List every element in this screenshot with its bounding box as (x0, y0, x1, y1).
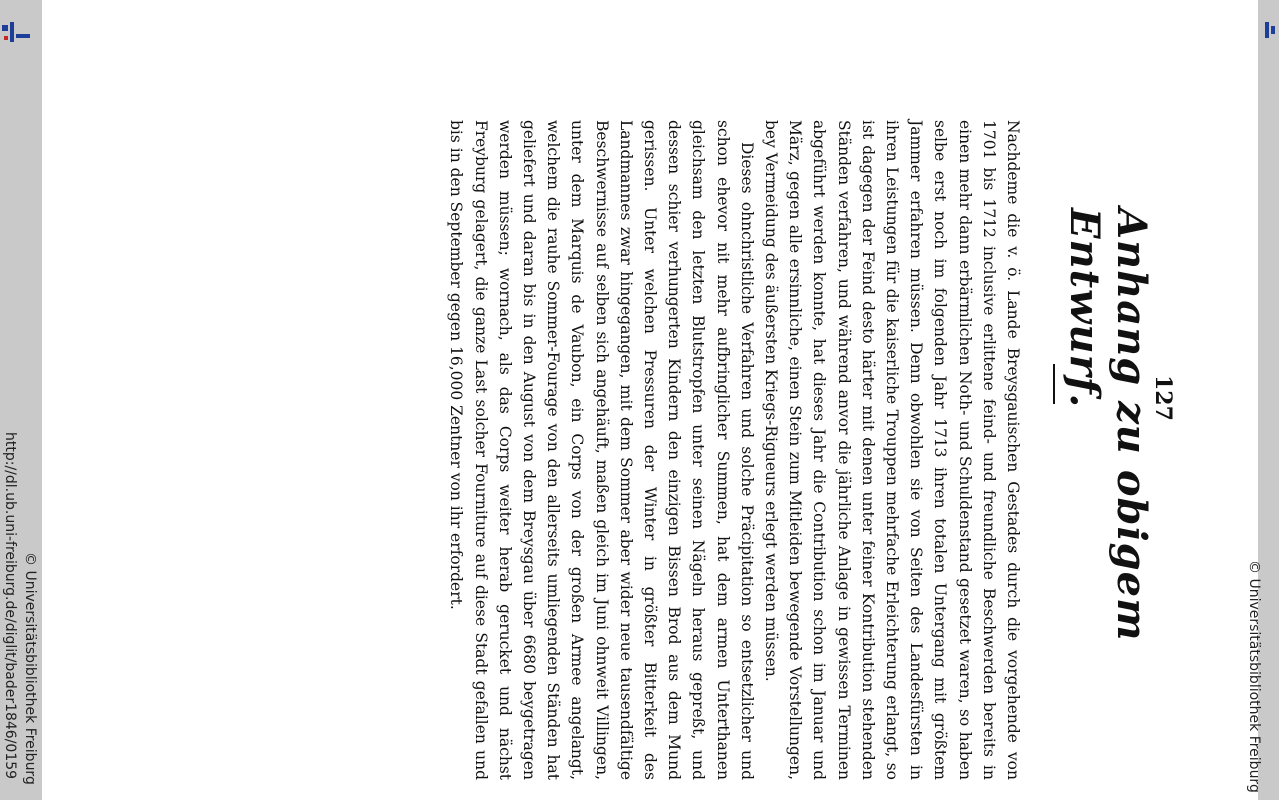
copyright-right: © Universitätsbibliothek Freiburg (1246, 560, 1262, 793)
library-logo-icon (0, 22, 32, 44)
page-body (444, 120, 1025, 780)
copyright-left: © Universitätsbibliothek Freiburg (22, 552, 38, 785)
library-logo-icon-right (1263, 22, 1277, 38)
paragraph-2: Dieses ohnchristliche Verfahren und solche Präcipitation so entsetzlicher und schon ehevor nit mehr aufbringlicher Summen, hat dem armen Unterthanen gleichsam den letzten Blutstropfen unter seinen Nägeln heraus gepreßt, und dessen schier verhungerten Kindern den einzigen Bissen Brod aus dem Mund gerissen. Unter welchen Pressuren der Winter in größter Bitterkeit des Landmannes zwar hingegangen, mit dem Sommer aber wider neue tausendfältige Beschwernisse auf selben sich angehäuft, maßen gleich im Juni ohnweit Villingen, unter dem Marquis de Vaubon, ein Corps von der großen Armee angelangt, welchem die rauhe Sommer-Fourage von den allerseits umliegenden Ständen hat geliefert und daran bis in den August von dem Breysgau über 6680 beygetragen werden müssen; wornach, als das Corps weiter herab gerucket und nächst Freyburg gelagert, die ganze Last solcher Fourniture auf diese Stadt gefallen und bis in den September gegen 16,000 Zentner von ihr erfordert. (447, 120, 756, 780)
page-title: Anhang zu obigem Entwurf. (1061, 208, 1155, 642)
document-url[interactable]: http://dl.ub.uni-freiburg.de/diglit/bader1846/0159 (2, 432, 18, 780)
title-divider (1053, 364, 1055, 404)
paragraph-1: Nachdeme die v. ö. Lande Breysgauischen Gestades durch die vorgehende von 1701 bis 1712 inclusive erlittene feind- und freundliche Beschwerden bereits in einen mehr dann erbärmlichen Noth- und Schuldenstand gesetzet waren, so haben selbe erst noch im folgenden Jahr 1713 ihren totalen Untergang mit größtem Jammer erfahren müssen. Denn obwohlen sie von Seiten des Landesfürsten in ihren Leistungen für die kaiserliche Trouppen mehrfache Erleichterung erlangt, so ist dagegen der Feind desto härter mit denen unter feiner Kontribution stehenden Ständen verfahren, und während anvor die jährliche Anlage in gewissen Terminen abgeführt werden konnte, hat dieses Jahr die Contribution schon im Januar und März, gegen alle ersinnliche, einen Stein zum Mitleiden bewegende Vorstellungen, bey Vermeidung des äußersten Kriegs-Rigueurs erlegt werden müssen. (761, 120, 1022, 780)
page-number: 127 (1150, 375, 1176, 421)
